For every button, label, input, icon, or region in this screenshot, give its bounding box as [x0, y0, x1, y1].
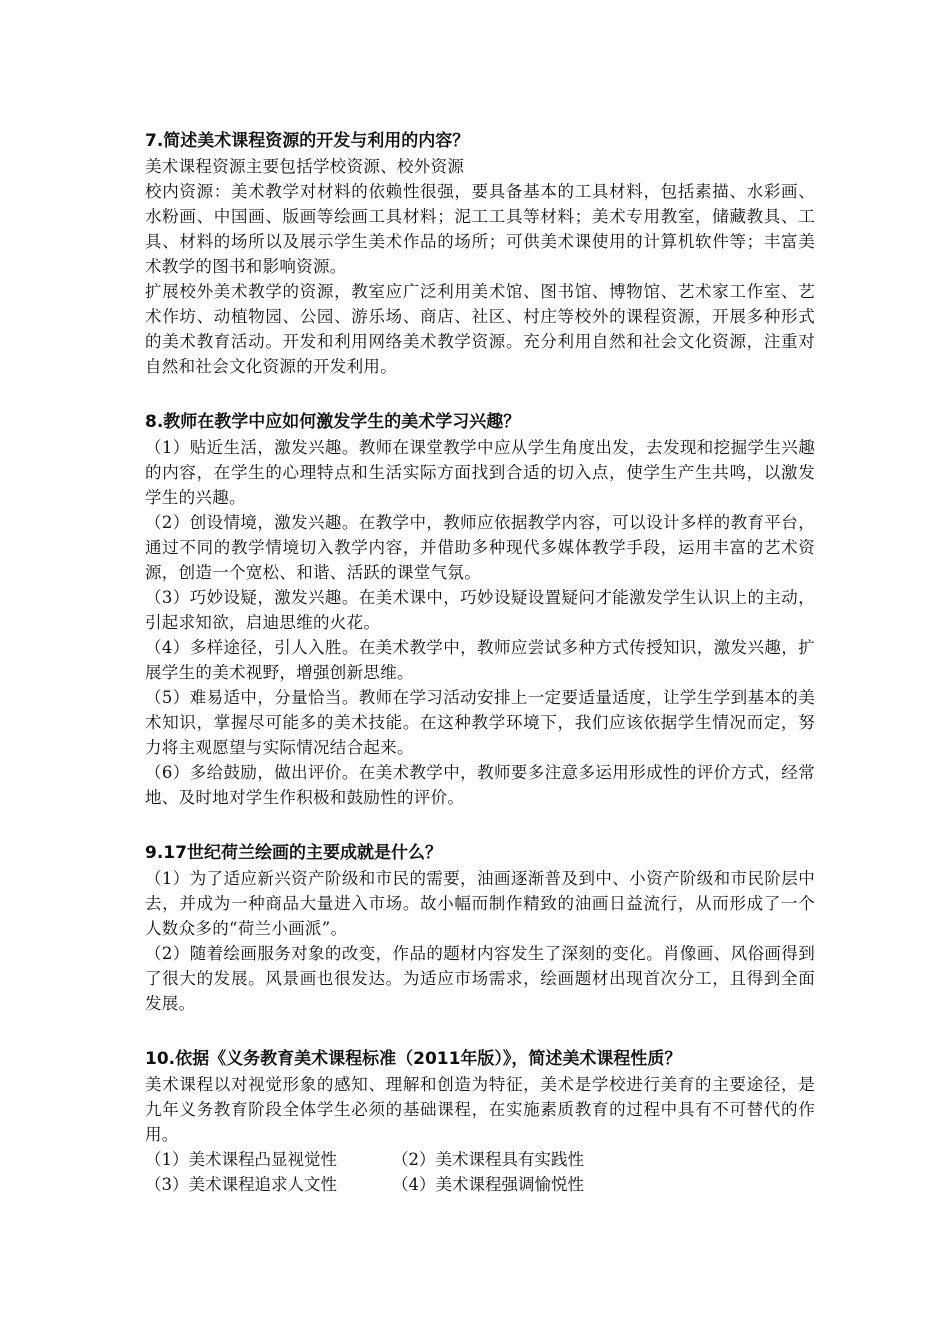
answer-paragraph: （6）多给鼓励，做出评价。在美术教学中，教师要多注意多运用形成性的评价方式，经常地、及时地对学生作积极和鼓励性的评价。 [145, 763, 815, 807]
answer-paragraph: （3）巧妙设疑，激发兴趣。在美术课中，巧妙设疑设置疑问才能激发学生认识上的主动，引起求知欲，启迪思维的火花。 [145, 588, 815, 632]
answer-paragraph: （2）创设情境，激发兴趣。在教学中，教师应依据教学内容，可以设计多样的教育平台，通过不同的教学情境切入教学内容，并借助多种现代多媒体教学手段，运用丰富的艺术资源，创造一个宽松、和谐、活跃的课堂气氛。 [145, 513, 815, 582]
answer-paragraph: （5）难易适中，分量恰当。教师在学习活动安排上一定要适量适度，让学生学到基本的美术知识，掌握尽可能多的美术技能。在这种教学环境下，我们应该依据学生情况而定，努力将主观愿望与实际情况结合起来。 [145, 688, 815, 757]
answer-paragraph: （1）贴近生活，激发兴趣。教师在课堂教学中应从学生角度出发，去发现和挖掘学生兴趣的内容，在学生的心理特点和生活实际方面找到合适的切入点，使学生产生共鸣，以激发学生的兴趣。 [145, 438, 815, 507]
question-heading: 9.17世纪荷兰绘画的主要成就是什么？ [145, 843, 442, 863]
question-heading: 7.简述美术课程资源的开发与利用的内容？ [145, 131, 470, 151]
section-q7 [145, 128, 815, 379]
document-page [145, 128, 815, 1227]
answer-paragraph: （2）随着绘画服务对象的改变，作品的题材内容发生了深刻的变化。肖像画、风俗画得到了很大的发展。风景画也很发达。为适应市场需求，绘画题材出现首次分工，且得到全面发展。 [145, 944, 815, 1013]
section-q9 [145, 840, 815, 1016]
property-item: （3）美术课程追求人文性 [145, 1175, 337, 1194]
question-heading: 10.依据《义务教育美术课程标准（2011年版）》，简述美术课程性质？ [145, 1049, 682, 1069]
property-item: （1）美术课程凸显视觉性 [145, 1150, 337, 1169]
section-q10 [145, 1046, 815, 1197]
answer-paragraph: 扩展校外美术教学的资源，教室应广泛利用美术馆、图书馆、博物馆、艺术家工作室、艺术作坊、动植物园、公园、游乐场、商店、社区、村庄等校外的课程资源，开展多种形式的美术教育活动。开发和利用网络美术教学资源。充分利用自然和社会文化资源，注重对自然和社会文化资源的开发利用。 [145, 282, 815, 376]
answer-paragraph: （4）多样途径，引人入胜。在美术教学中，教师应尝试多种方式传授知识，激发兴趣，扩展学生的美术视野，增强创新思维。 [145, 638, 815, 682]
property-row [145, 1147, 815, 1172]
property-item: （2）美术课程具有实践性 [392, 1150, 584, 1169]
answer-paragraph: 校内资源：美术教学对材料的依赖性很强，要具备基本的工具材料，包括素描、水彩画、水粉画、中国画、版画等绘画工具材料；泥工工具等材料；美术专用教室，储藏教具、工具、材料的场所以及展示学生美术作品的场所；可供美术课使用的计算机软件等；丰富美术教学的图书和影响资源。 [145, 182, 815, 276]
section-q8 [145, 409, 815, 810]
question-heading: 8.教师在教学中应如何激发学生的美术学习兴趣？ [145, 412, 521, 432]
answer-paragraph: （1）为了适应新兴资产阶级和市民的需要，油画逐渐普及到中、小资产阶级和市民阶层中去，并成为一种商品大量进入市场。故小幅而制作精致的油画日益流行，从而形成了一个人数众多的“荷兰小画派”。 [145, 869, 815, 938]
answer-paragraph: 美术课程资源主要包括学校资源、校外资源 [145, 157, 465, 176]
property-row [145, 1172, 815, 1197]
answer-paragraph: 美术课程以对视觉形象的感知、理解和创造为特征，美术是学校进行美育的主要途径，是九年义务教育阶段全体学生必须的基础课程，在实施素质教育的过程中具有不可替代的作用。 [145, 1075, 815, 1144]
property-item: （4）美术课程强调愉悦性 [392, 1175, 584, 1194]
